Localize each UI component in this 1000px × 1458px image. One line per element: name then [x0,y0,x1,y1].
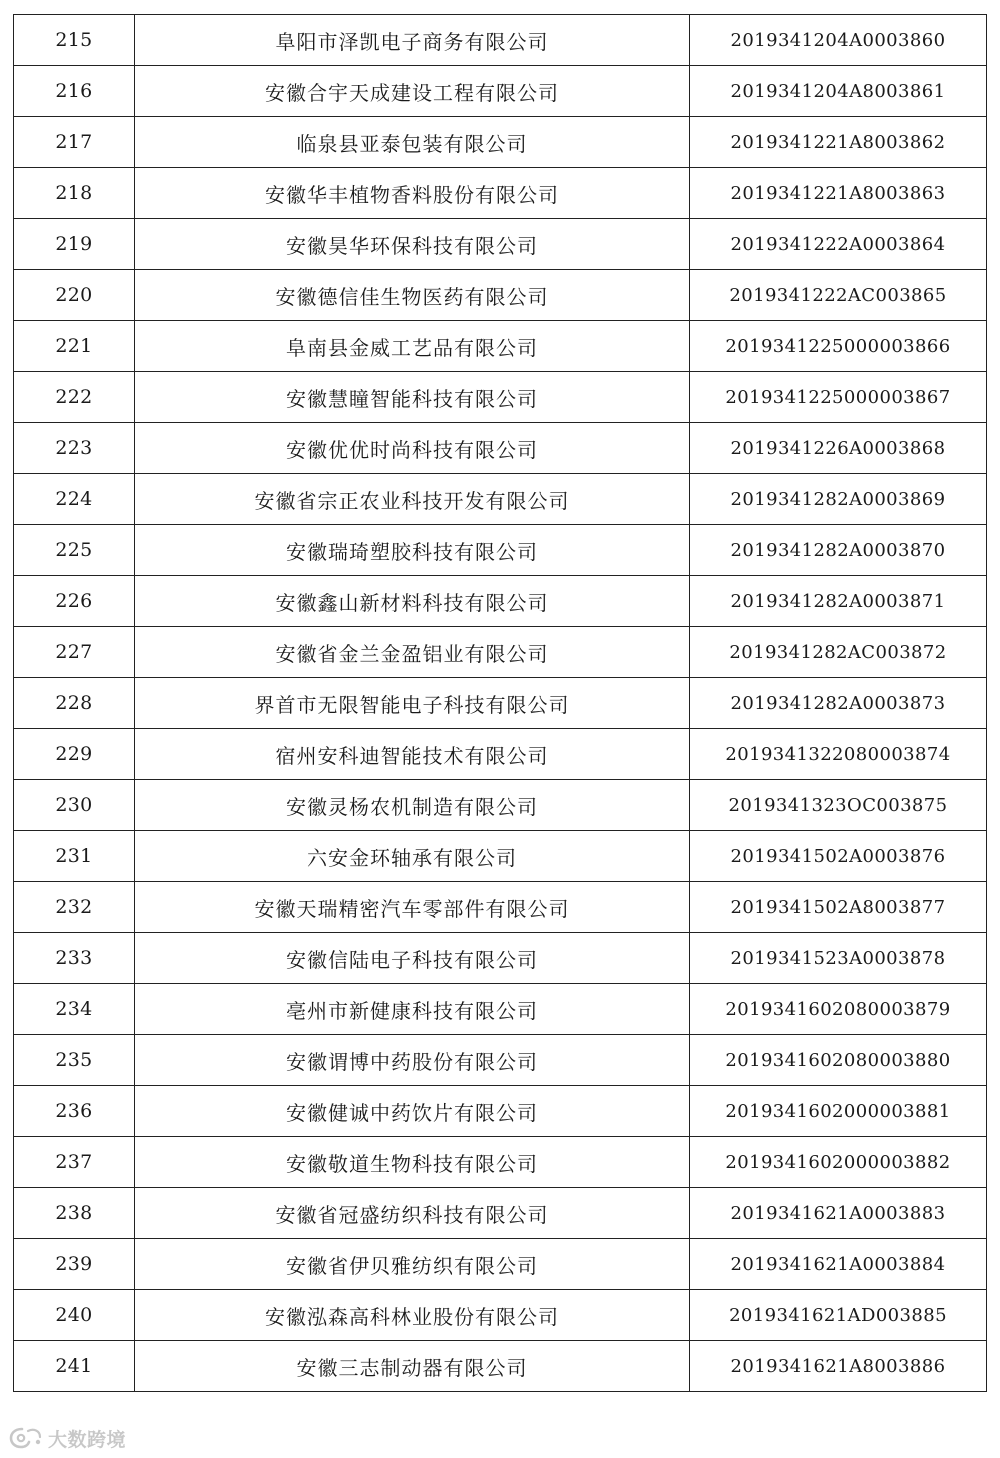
company-name-cell: 安徽优优时尚科技有限公司 [135,423,690,474]
registration-code-cell: 2019341221A8003863 [690,168,987,219]
table-row [14,1290,987,1341]
company-name-cell: 安徽华丰植物香料股份有限公司 [135,168,690,219]
row-number-cell: 225 [14,525,135,576]
company-name-cell: 安徽鑫山新材料科技有限公司 [135,576,690,627]
row-number-cell: 231 [14,831,135,882]
registration-code-cell: 2019341282AC003872 [690,627,987,678]
row-number-cell: 230 [14,780,135,831]
registration-code-cell: 2019341221A8003862 [690,117,987,168]
company-name-cell: 安徽敬道生物科技有限公司 [135,1137,690,1188]
row-number-cell: 240 [14,1290,135,1341]
table-row [14,780,987,831]
company-name-cell: 安徽省伊贝雅纺织有限公司 [135,1239,690,1290]
row-number-cell: 227 [14,627,135,678]
brand-logo-icon [8,1425,44,1451]
company-registry-table [13,14,987,1392]
row-number-cell: 233 [14,933,135,984]
company-name-cell: 安徽昊华环保科技有限公司 [135,219,690,270]
registration-code-cell: 2019341282A0003870 [690,525,987,576]
registration-code-cell: 2019341621A0003883 [690,1188,987,1239]
table-row [14,321,987,372]
table-row [14,1086,987,1137]
registration-code-cell: 2019341602080003880 [690,1035,987,1086]
company-name-cell: 界首市无限智能电子科技有限公司 [135,678,690,729]
company-name-cell: 安徽省冠盛纺织科技有限公司 [135,1188,690,1239]
row-number-cell: 241 [14,1341,135,1392]
table-row [14,627,987,678]
company-name-cell: 安徽合宇天成建设工程有限公司 [135,66,690,117]
table-row [14,117,987,168]
company-name-cell: 安徽信陆电子科技有限公司 [135,933,690,984]
table-row [14,66,987,117]
registration-code-cell: 2019341502A0003876 [690,831,987,882]
table-row [14,831,987,882]
registration-code-cell: 2019341621A8003886 [690,1341,987,1392]
company-name-cell: 阜南县金威工艺品有限公司 [135,321,690,372]
row-number-cell: 218 [14,168,135,219]
company-name-cell: 安徽三志制动器有限公司 [135,1341,690,1392]
company-name-cell: 六安金环轴承有限公司 [135,831,690,882]
watermark-text: 大数跨境 [48,1428,127,1451]
row-number-cell: 223 [14,423,135,474]
table-row [14,474,987,525]
registration-code-cell: 2019341523A0003878 [690,933,987,984]
company-name-cell: 安徽灵杨农机制造有限公司 [135,780,690,831]
registration-code-cell: 2019341602000003882 [690,1137,987,1188]
table-row [14,15,987,66]
row-number-cell: 220 [14,270,135,321]
table-row [14,525,987,576]
company-name-cell: 安徽德信佳生物医药有限公司 [135,270,690,321]
row-number-cell: 228 [14,678,135,729]
company-name-cell: 安徽瑞琦塑胶科技有限公司 [135,525,690,576]
company-name-cell: 宿州安科迪智能技术有限公司 [135,729,690,780]
row-number-cell: 235 [14,1035,135,1086]
table-row [14,576,987,627]
registration-code-cell: 2019341225000003866 [690,321,987,372]
registration-code-cell: 2019341502A8003877 [690,882,987,933]
table-row [14,372,987,423]
registration-code-cell: 2019341282A0003871 [690,576,987,627]
table-row [14,678,987,729]
registration-code-cell: 2019341621AD003885 [690,1290,987,1341]
registration-code-cell: 2019341225000003867 [690,372,987,423]
row-number-cell: 219 [14,219,135,270]
watermark [8,1424,126,1452]
table-row [14,1137,987,1188]
company-name-cell: 安徽省宗正农业科技开发有限公司 [135,474,690,525]
table-row [14,882,987,933]
row-number-cell: 217 [14,117,135,168]
row-number-cell: 232 [14,882,135,933]
registration-code-cell: 2019341222A0003864 [690,219,987,270]
table-row [14,423,987,474]
row-number-cell: 238 [14,1188,135,1239]
row-number-cell: 236 [14,1086,135,1137]
registration-code-cell: 2019341222AC003865 [690,270,987,321]
row-number-cell: 216 [14,66,135,117]
table-row [14,219,987,270]
registration-code-cell: 2019341602080003879 [690,984,987,1035]
row-number-cell: 215 [14,15,135,66]
company-name-cell: 安徽慧瞳智能科技有限公司 [135,372,690,423]
registration-code-cell: 2019341226A0003868 [690,423,987,474]
row-number-cell: 239 [14,1239,135,1290]
row-number-cell: 237 [14,1137,135,1188]
company-name-cell: 安徽泓森高科林业股份有限公司 [135,1290,690,1341]
registration-code-cell: 2019341323OC003875 [690,780,987,831]
row-number-cell: 224 [14,474,135,525]
table-body [14,15,987,1392]
table-row [14,933,987,984]
registration-code-cell: 2019341621A0003884 [690,1239,987,1290]
company-name-cell: 安徽谓博中药股份有限公司 [135,1035,690,1086]
registration-code-cell: 2019341602000003881 [690,1086,987,1137]
company-name-cell: 亳州市新健康科技有限公司 [135,984,690,1035]
row-number-cell: 229 [14,729,135,780]
table-row [14,1239,987,1290]
company-name-cell: 安徽健诚中药饮片有限公司 [135,1086,690,1137]
table-row [14,729,987,780]
registration-code-cell: 2019341282A0003869 [690,474,987,525]
registration-code-cell: 2019341204A0003860 [690,15,987,66]
table-row [14,984,987,1035]
row-number-cell: 222 [14,372,135,423]
company-name-cell: 安徽省金兰金盈铝业有限公司 [135,627,690,678]
table-row [14,1188,987,1239]
registration-code-cell: 2019341204A8003861 [690,66,987,117]
company-name-cell: 临泉县亚泰包装有限公司 [135,117,690,168]
table-row [14,168,987,219]
table-row [14,270,987,321]
row-number-cell: 226 [14,576,135,627]
registration-code-cell: 2019341282A0003873 [690,678,987,729]
table-row [14,1341,987,1392]
company-name-cell: 安徽天瑞精密汽车零部件有限公司 [135,882,690,933]
row-number-cell: 234 [14,984,135,1035]
registration-code-cell: 2019341322080003874 [690,729,987,780]
row-number-cell: 221 [14,321,135,372]
table-row [14,1035,987,1086]
company-name-cell: 阜阳市泽凯电子商务有限公司 [135,15,690,66]
